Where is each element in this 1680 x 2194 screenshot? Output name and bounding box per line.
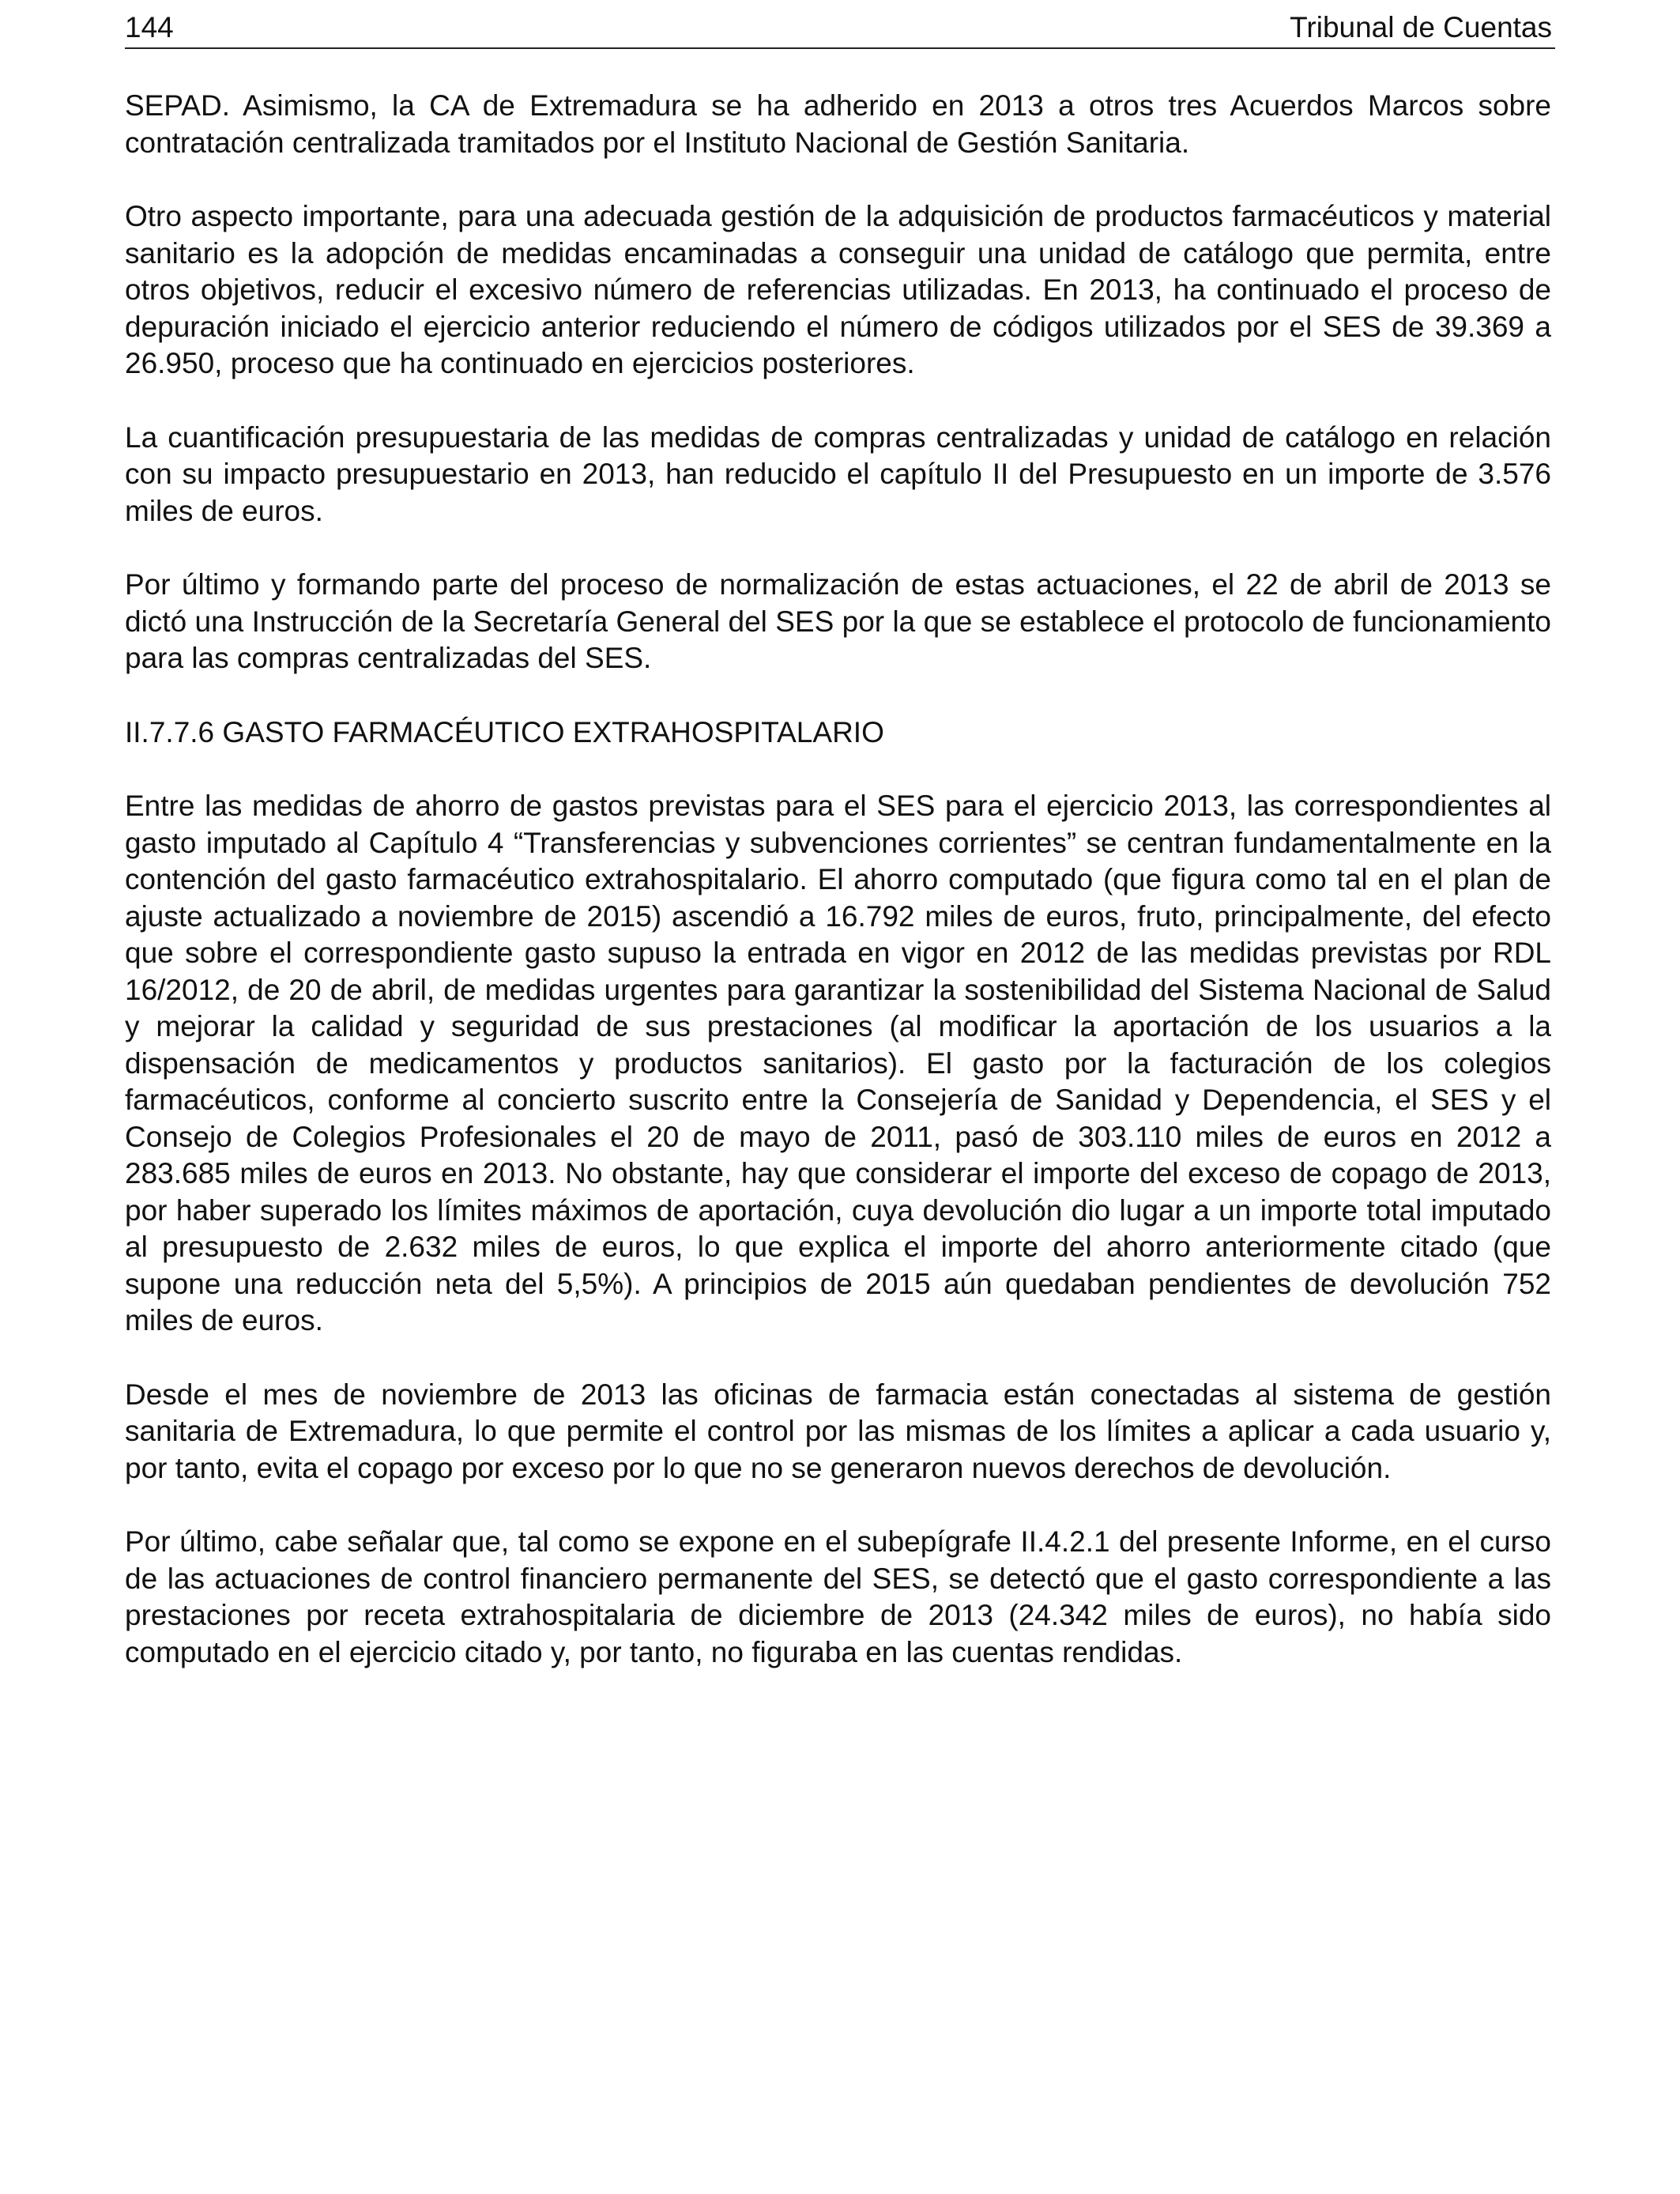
page-header [125, 8, 1555, 49]
running-title: Tribunal de Cuentas [1290, 11, 1552, 43]
section-heading: II.7.7.6 GASTO FARMACÉUTICO EXTRAHOSPITALARIO [125, 715, 884, 748]
paragraph-1: SEPAD. Asimismo, la CA de Extremadura se ha adherido en 2013 a otros tres Acuerdos Marcos sobre contratación centralizada tramitados por el Instituto Nacional de Gestión Sanitaria. [125, 89, 1551, 159]
paragraph-2: Otro aspecto importante, para una adecuada gestión de la adquisición de productos farmacéuticos y material sanitario es la adopción de medidas encaminadas a conseguir una unidad de catálogo que permita, entre otros objetivos, reducir el excesivo número de referencias utilizadas. En 2013, ha continuado el proceso de depuración iniciado el ejercicio anterior reduciendo el número de códigos utilizados por el SES de 39.369 a 26.950, proceso que ha continuado en ejercicios posteriores. [125, 200, 1551, 379]
paragraph-4: Por último y formando parte del proceso de normalización de estas actuaciones, el 22 de abril de 2013 se dictó una Instrucción de la Secretaría General del SES por la que se establece el protocolo de funcionamiento para las compras centralizadas del SES. [125, 568, 1551, 674]
paragraph-7: Por último, cabe señalar que, tal como se expone en el subepígrafe II.4.2.1 del presente Informe, en el curso de las actuaciones de control financiero permanente del SES, se detectó que el gasto correspondiente a las prestaciones por receta extrahospitalaria de diciembre de 2013 (24.342 miles de euros), no había sido computado en el ejercicio citado y, por tanto, no figuraba en las cuentas rendidas. [125, 1525, 1551, 1668]
paragraph-5: Entre las medidas de ahorro de gastos previstas para el SES para el ejercicio 2013, las correspondientes al gasto imputado al Capítulo 4 “Transferencias y subvenciones corrientes” se centran fundamentalmente en la contención del gasto farmacéutico extrahospitalario. El ahorro computado (que figura como tal en el plan de ajuste actualizado a noviembre de 2015) ascendió a 16.792 miles de euros, fruto, principalmente, del efecto que sobre el correspondiente gasto supuso la entrada en vigor en 2012 de las medidas previstas por RDL 16/2012, de 20 de abril, de medidas urgentes para garantizar la sostenibilidad del Sistema Nacional de Salud y mejorar la calidad y seguridad de sus prestaciones (al modificar la aportación de los usuarios a la dispensación de medicamentos y productos sanitarios). El gasto por la facturación de los colegios farmacéuticos, conforme al concierto suscrito entre la Consejería de Sanidad y Dependencia, el SES y el Consejo de Colegios Profesionales el 20 de mayo de 2011, pasó de 303.110 miles de euros en 2012 a 283.685 miles de euros en 2013. No obstante, hay que considerar el importe del exceso de copago de 2013, por haber superado los límites máximos de aportación, cuya devolución dio lugar a un importe total imputado al presupuesto de 2.632 miles de euros, lo que explica el importe del ahorro anteriormente citado (que supone una reducción neta del 5,5%). A principios de 2015 aún quedaban pendientes de devolución 752 miles de euros. [125, 790, 1551, 1336]
document-page [125, 0, 1555, 2194]
document-body [125, 88, 1551, 1708]
page-number: 144 [125, 11, 174, 43]
paragraph-6: Desde el mes de noviembre de 2013 las oficinas de farmacia están conectadas al sistema de gestión sanitaria de Extremadura, lo que permite el control por las mismas de los límites a aplicar a cada usuario y, por tanto, evita el copago por exceso por lo que no se generaron nuevos derechos de devolución. [125, 1378, 1551, 1484]
paragraph-3: La cuantificación presupuestaria de las medidas de compras centralizadas y unidad de catálogo en relación con su impacto presupuestario en 2013, han reducido el capítulo II del Presupuesto en un importe de 3.576 miles de euros. [125, 420, 1551, 527]
